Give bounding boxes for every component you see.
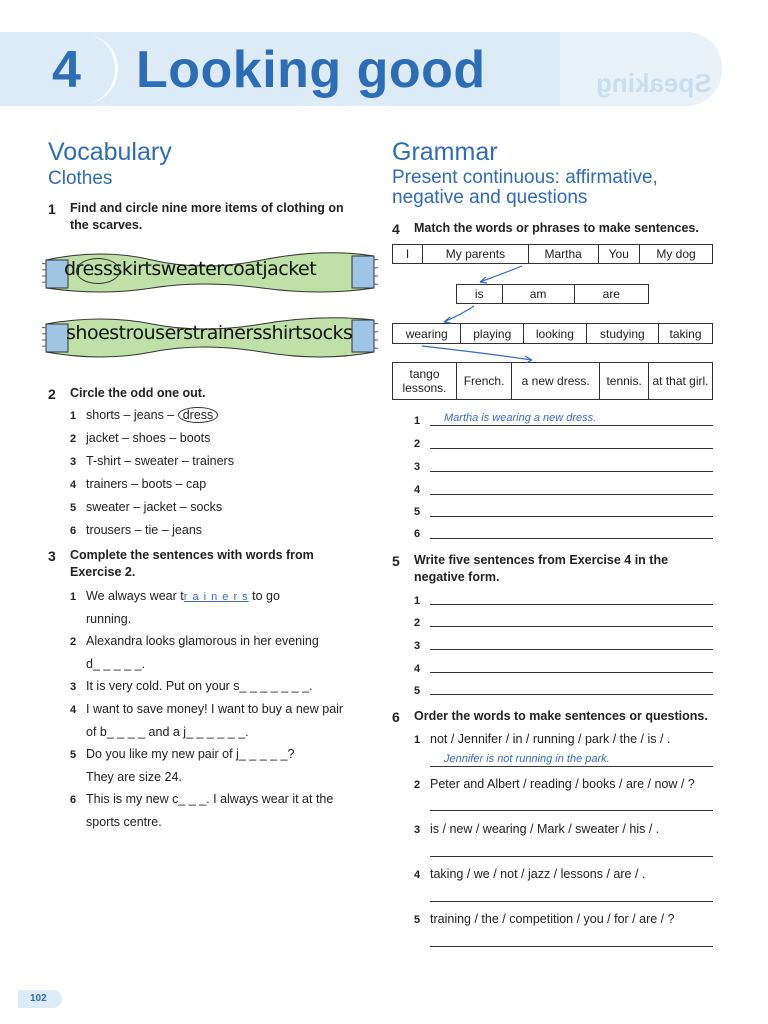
exercise-3-item-cont: d_ _ _ _ _. xyxy=(86,657,146,671)
table-cell: looking xyxy=(524,324,587,344)
exercise-6-item: 2 Peter and Albert / reading / books / are / now / ? xyxy=(414,777,695,791)
exercise-3-item: 5 Do you like my new pair of j_ _ _ _ _? xyxy=(70,747,295,761)
scarf-1-letters: dressskirtsweatercoatjacket xyxy=(64,258,317,280)
exercise-3-item-cont: They are size 24. xyxy=(86,770,182,784)
exercise-6-item: 5 training / the / competition / you / for / are / ? xyxy=(414,912,675,926)
table-cell: My dog xyxy=(640,245,713,264)
exercise-6-number: 6 xyxy=(392,709,400,725)
unit-number: 4 xyxy=(52,41,81,99)
exercise-3-item: 1 We always wear tr a i n e r s to go xyxy=(70,589,280,603)
line-number: 4 xyxy=(414,663,421,675)
exercise-3-item: 6 This is my new c_ _ _. I always wear it at the xyxy=(70,792,334,806)
exercise-3-item: 3 It is very cold. Put on your s_ _ _ _ _ _ _. xyxy=(70,679,313,693)
line-number: 1 xyxy=(414,595,421,607)
exercise-2-item: 3 T-shirt – sweater – trainers xyxy=(70,454,234,468)
table-cell: tango lessons. xyxy=(393,363,457,400)
table-subjects xyxy=(392,244,713,264)
table-cell: tennis. xyxy=(600,363,649,400)
circled-answer: dress xyxy=(178,407,219,423)
exercise-1-number: 1 xyxy=(48,201,56,217)
exercise-2-instruction: Circle the odd one out. xyxy=(70,386,206,400)
table-cell: I xyxy=(393,245,423,264)
table-cell: am xyxy=(502,285,574,304)
matching-arrows xyxy=(392,262,713,366)
exercise-4-number: 4 xyxy=(392,221,400,237)
exercise-3-item-cont: running. xyxy=(86,612,132,626)
table-cell: Martha xyxy=(528,245,598,264)
unit-title: Looking good xyxy=(136,41,486,99)
exercise-3-item: 2 Alexandra looks glamorous in her evening xyxy=(70,634,319,648)
exercise-6-item: 4 taking / we / not / jazz / lessons / are / . xyxy=(414,867,646,881)
table-cell: You xyxy=(598,245,640,264)
grammar-subheading: Present continuous: affirmative, negative and questions xyxy=(392,167,658,208)
exercise-3-number: 3 xyxy=(48,548,56,564)
line-number: 3 xyxy=(414,640,421,652)
exercise-2-item: 1 shorts – jeans – dress xyxy=(70,406,370,425)
line-number: 6 xyxy=(414,528,421,540)
exercise-6-instruction: Order the words to make sentences or questions. xyxy=(414,709,708,723)
line-number: 2 xyxy=(414,438,421,450)
circle-dress xyxy=(76,258,120,284)
exercise-3-item-cont: of b_ _ _ _ and a j_ _ _ _ _ _. xyxy=(86,725,249,739)
table-cell: playing xyxy=(461,324,524,344)
line-number: 3 xyxy=(414,461,421,473)
exercise-6-item: 1 not / Jennifer / in / running / park / the / is / . xyxy=(414,732,671,746)
written-answer: Martha is wearing a new dress. xyxy=(444,412,597,424)
show-through-text: Speaking xyxy=(596,68,712,98)
exercise-3-instruction: Complete the sentences with words from Exercise 2. xyxy=(70,548,314,579)
table-cell: My parents xyxy=(423,245,529,264)
exercise-3-list xyxy=(70,585,370,833)
page-number: 102 xyxy=(18,990,62,1008)
table-cell: a new dress. xyxy=(512,363,600,400)
written-answer: Jennifer is not running in the park. xyxy=(444,753,610,765)
line-number: 5 xyxy=(414,685,421,697)
exercise-2-number: 2 xyxy=(48,386,56,402)
table-cell: wearing xyxy=(393,324,461,344)
table-cell: taking xyxy=(659,324,713,344)
vocabulary-subheading: Clothes xyxy=(48,168,113,189)
vocabulary-heading: Vocabulary xyxy=(48,138,172,166)
table-cell: studying xyxy=(586,324,658,344)
table-cell: are xyxy=(574,285,648,304)
exercise-2-item: 5 sweater – jacket – socks xyxy=(70,500,223,514)
line-number: 5 xyxy=(414,506,421,518)
grammar-heading: Grammar xyxy=(392,138,498,166)
exercise-5-number: 5 xyxy=(392,553,400,569)
exercise-1-instruction: Find and circle nine more items of clothing on the scarves. xyxy=(70,201,344,232)
exercise-4-instruction: Match the words or phrases to make sentences. xyxy=(414,221,699,235)
exercise-3-item-cont: sports centre. xyxy=(86,815,162,829)
table-objects xyxy=(392,362,713,400)
line-number: 2 xyxy=(414,617,421,629)
table-cell: at that girl. xyxy=(649,363,713,400)
table-cell: French. xyxy=(457,363,512,400)
filled-answer: r a i n e r s xyxy=(183,591,249,603)
exercise-2-item: 6 trousers – tie – jeans xyxy=(70,523,203,537)
exercise-6-item: 3 is / new / wearing / Mark / sweater / his / . xyxy=(414,822,660,836)
exercise-2-item: 4 trainers – boots – cap xyxy=(70,477,207,491)
exercise-3-item: 4 I want to save money! I want to buy a new pair xyxy=(70,702,344,716)
line-number: 1 xyxy=(414,415,421,427)
line-number: 4 xyxy=(414,484,421,496)
table-cell: is xyxy=(457,285,503,304)
scarf-2-letters: shoestrouserstrainersshirtsocks xyxy=(66,322,353,344)
exercise-2-list xyxy=(70,406,370,540)
exercise-5-instruction: Write five sentences from Exercise 4 in the negative form. xyxy=(414,553,669,584)
exercise-2-item: 2 jacket – shoes – boots xyxy=(70,431,211,445)
